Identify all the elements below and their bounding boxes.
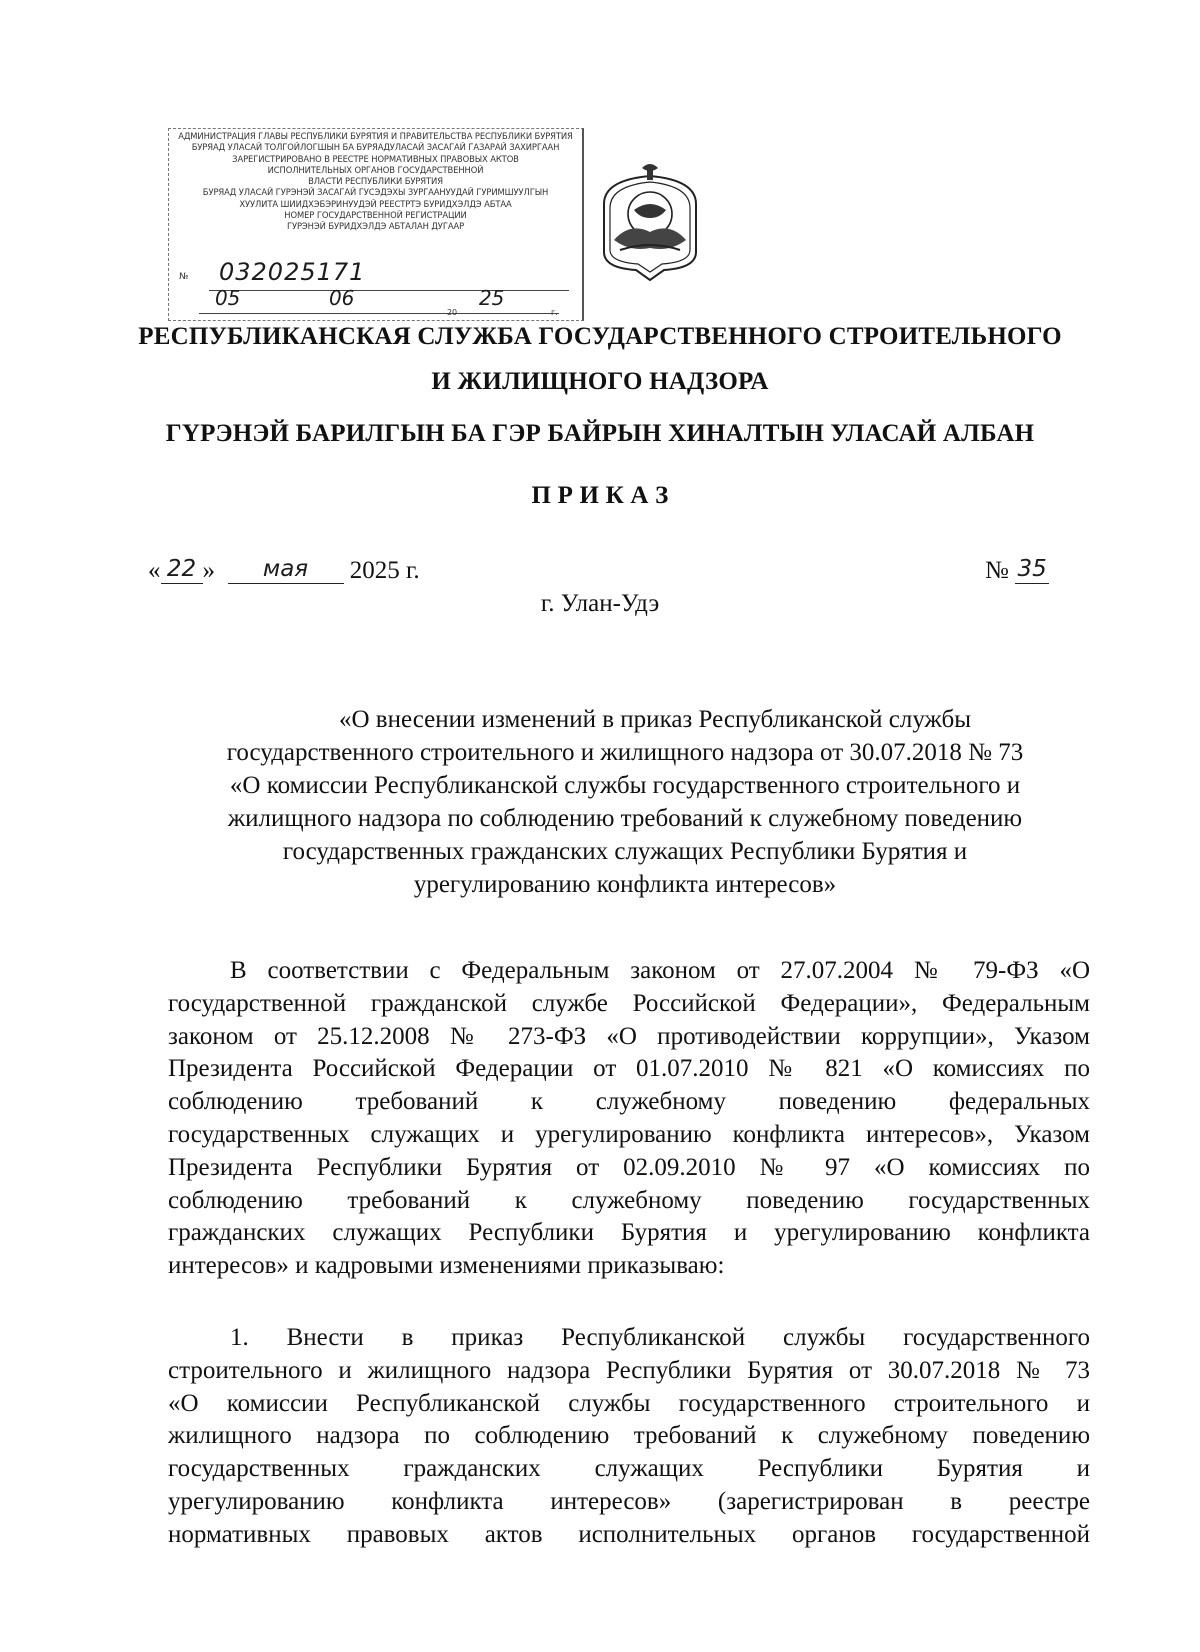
stamp-date-row <box>179 286 575 317</box>
para-line: соблюдению требований к служебному поведению государственных <box>168 1186 1090 1214</box>
stamp-underline <box>209 290 569 291</box>
quote-close: » <box>202 557 215 584</box>
para-line: государственной гражданской службе Российской Федерации», Федеральным <box>168 989 1090 1017</box>
para-line: государственных служащих и урегулированию конфликта интересов», Указом <box>168 1120 1090 1148</box>
para-line: урегулированию конфликта интересов» (зарегистрирован в реестре <box>168 1487 1090 1515</box>
para-line: нормативных правовых актов исполнительных органов государственной <box>168 1520 1090 1548</box>
para-line: Президента Российской Федерации от 01.07.2010 № 821 «О комиссиях по <box>168 1055 1090 1083</box>
order-day: 22 <box>166 556 197 582</box>
para-line: государственных гражданских служащих Республики Бурятия и <box>168 1455 1090 1483</box>
stamp-line: ХУУЛИТА ШИИДХЭБЭРИНУУДЭЙ РЕЕСТРТЭ БУРИДХЭЛДЭ АБТАА <box>239 198 512 209</box>
stamp-year-prefix: 20 <box>447 308 457 317</box>
stamp-date-year: 25 <box>479 286 505 310</box>
para-line: 1. Внести в приказ Республиканской службы государственного <box>230 1324 1090 1351</box>
para-line: жилищного надзора по соблюдению требований к служебному поведению <box>168 1422 1090 1450</box>
quote-open: « <box>148 557 161 584</box>
order-number <box>985 557 1049 585</box>
order-month-field <box>228 557 344 584</box>
para-line: гражданских служащих Республики Бурятия и урегулированию конфликта <box>168 1219 1090 1247</box>
stamp-line: ВЛАСТИ РЕСПУБЛИКИ БУРЯТИЯ <box>308 176 443 187</box>
order-month: мая <box>262 556 309 582</box>
stamp-line: БУРЯАД УЛАСАЙ ГУРЭНЭЙ ЗАСАГАЙ ГУСЭДЭХЫ ЗУРГААНУУДАЙ ГУРИМШУУЛГЫН <box>202 187 549 198</box>
order-number-label: № <box>985 557 1009 584</box>
title-line: урегулированию конфликта интересов» <box>413 871 837 898</box>
order-year: 2025 г. <box>349 557 420 584</box>
order-number-value: 35 <box>1017 556 1047 582</box>
stamp-line: ГУРЭНЭЙ БУРИДХЭЛДЭ АБТАЛАН ДУГААР <box>286 221 465 232</box>
stamp-line: АДМИНИСТРАЦИЯ ГЛАВЫ РЕСПУБЛИКИ БУРЯТИЯ И ПРАВИТЕЛЬСТВА РЕСПУБЛИКИ БУРЯТИЯ <box>178 131 573 141</box>
city: г. Улан-Удэ <box>540 590 660 617</box>
coat-of-arms-emblem <box>590 160 710 282</box>
stamp-date-month: 06 <box>329 286 355 310</box>
stamp-line: ИСПОЛНИТЕЛЬНЫХ ОРГАНОВ ГОСУДАРСТВЕННОЙ <box>267 164 484 175</box>
order-title <box>160 703 1090 901</box>
org-name-bua: ГҮРЭНЭЙ БАРИЛГЫН БА ГЭР БАЙРЫН ХИНАЛТЫН УЛАСАЙ АЛБАН <box>165 420 1035 447</box>
org-name-ru-line1: РЕСПУБЛИКАНСКАЯ СЛУЖБА ГОСУДАРСТВЕННОГО СТРОИТЕЛЬНОГО <box>138 323 1062 350</box>
registration-stamp <box>168 128 584 321</box>
stamp-registration-number: 032025171 <box>219 258 366 286</box>
item-1-paragraph <box>168 1322 1090 1552</box>
order-day-field <box>161 557 203 584</box>
preamble-paragraph <box>168 955 1090 1283</box>
org-name-ru-line2: И ЖИЛИЩНОГО НАДЗОРА <box>431 368 769 395</box>
order-date <box>148 557 420 585</box>
document-type: П Р И К А З <box>531 482 669 509</box>
stamp-line: ЗАРЕГИСТРИРОВАНО В РЕЕСТРЕ НОРМАТИВНЫХ ПРАВОВЫХ АКТОВ <box>232 153 519 164</box>
order-number-field <box>1015 557 1049 584</box>
para-line: В соответствии с Федеральным законом от 27.07.2004 № 79-ФЗ «О <box>230 957 1090 984</box>
para-line: интересов» и кадровыми изменениями приказываю: <box>168 1252 725 1280</box>
stamp-line: НОМЕР ГОСУДАРСТВЕННОЙ РЕГИСТРАЦИИ <box>284 210 467 221</box>
para-line: соблюдению требований к служебному поведению федеральных <box>168 1088 1090 1116</box>
para-line: Президента Республики Бурятия от 02.09.2010 № 97 «О комиссиях по <box>168 1153 1090 1181</box>
stamp-number-label: № <box>179 272 189 282</box>
para-line: «О комиссии Республиканской службы государственного строительного и <box>168 1389 1090 1417</box>
para-line: строительного и жилищного надзора Республики Бурятия от 30.07.2018 № 73 <box>168 1356 1090 1384</box>
title-line: «О внесении изменений в приказ Республиканской службы <box>338 706 971 733</box>
stamp-date-suffix: г. <box>551 308 558 317</box>
stamp-date-day: 05 <box>215 286 241 310</box>
title-line: государственного строительного и жилищного надзора от 30.07.2018 № 73 <box>226 739 1024 766</box>
stamp-line: БУРЯАД УЛАСАЙ ТОЛГОЙЛОГШЫН БА БУРЯАДУЛАСАЙ ЗАСАГАЙ ГАЗАРАЙ ЗАХИРГААН <box>191 142 560 153</box>
title-line: жилищного надзора по соблюдению требований к служебному поведению <box>227 805 1023 832</box>
title-line: государственных гражданских служащих Республики Бурятия и <box>282 838 968 865</box>
title-line: «О комиссии Республиканской службы государственного строительного и <box>229 772 1021 799</box>
stamp-underline <box>199 313 559 314</box>
para-line: законом от 25.12.2008 № 273-ФЗ «О противодействии коррупции», Указом <box>168 1022 1090 1050</box>
